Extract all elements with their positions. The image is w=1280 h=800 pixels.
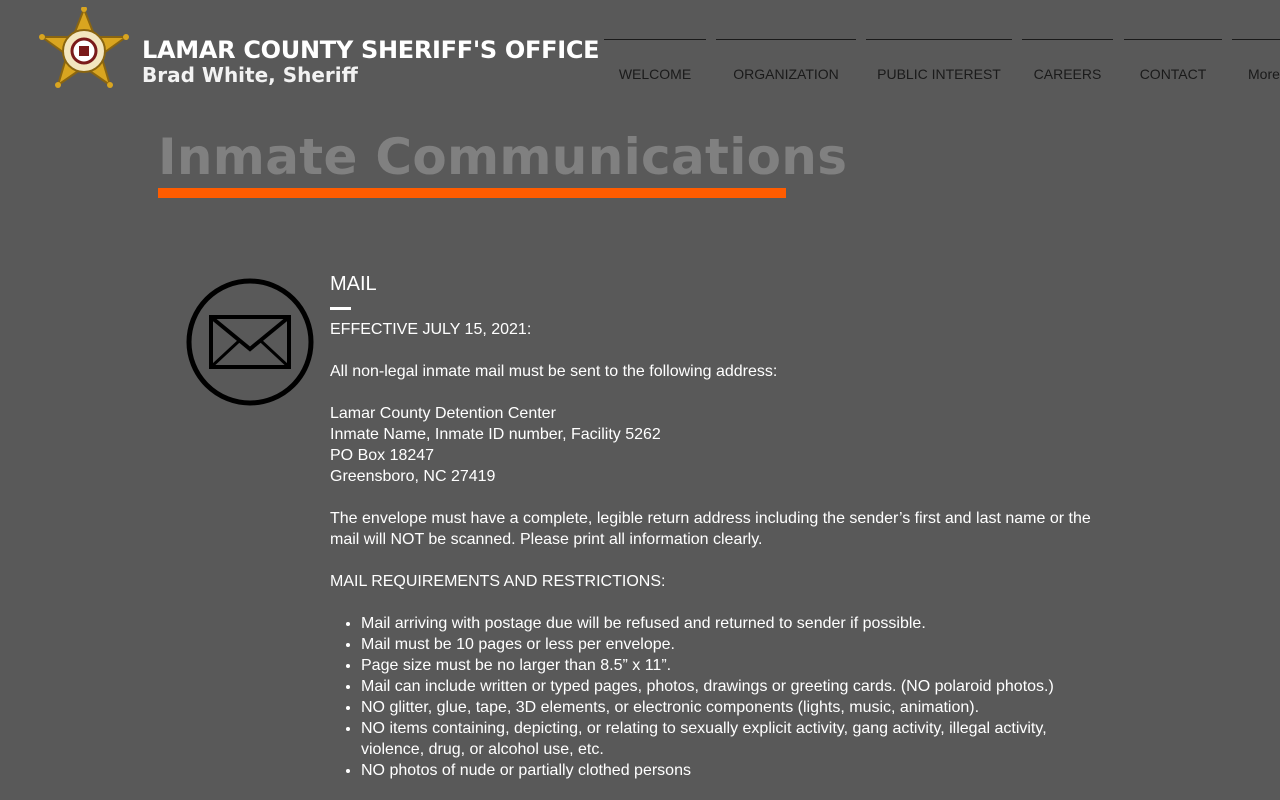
- site-title[interactable]: LAMAR COUNTY SHERIFF'S OFFICE: [142, 36, 600, 64]
- list-item: • Page size must be no larger than 8.5” x 11”.: [361, 655, 1110, 676]
- address-line: PO Box 18247: [330, 447, 435, 464]
- heading-underline: [158, 188, 786, 198]
- effective-date: EFFECTIVE JULY 15, 2021:: [330, 321, 532, 338]
- address-line: Lamar County Detention Center: [330, 405, 556, 422]
- nav-public-interest[interactable]: PUBLIC INTEREST: [866, 39, 1012, 88]
- list-item: • Mail must be 10 pages or less per envelope.: [361, 634, 1110, 655]
- list-item: • NO photos of nude or partially clothed persons: [361, 760, 1110, 781]
- nav-careers[interactable]: CAREERS: [1022, 39, 1113, 88]
- mail-section-title: MAIL: [330, 273, 377, 295]
- nav-welcome[interactable]: WELCOME: [604, 39, 706, 88]
- requirements-list: [330, 613, 1110, 781]
- mail-intro: All non-legal inmate mail must be sent to the following address:: [330, 363, 778, 380]
- sheriff-star-badge-icon: [36, 7, 132, 99]
- list-item: • NO items containing, depicting, or relating to sexually explicit activity, gang activity, illegal activity, violence, drug, or alcohol use, etc.: [361, 718, 1110, 760]
- address-line: Greensboro, NC 27419: [330, 468, 496, 485]
- list-item: • Mail can include written or typed pages, photos, drawings or greeting cards. (NO polaroid photos.): [361, 676, 1110, 697]
- section-divider: [330, 307, 351, 310]
- envelope-note: The envelope must have a complete, legible return address including the sender’s first and last name or the mail will NOT be scanned. Please print all information clearly.: [330, 510, 1091, 548]
- page-title: Inmate Communications: [158, 128, 848, 186]
- mail-content: [330, 319, 1110, 781]
- site-subtitle: Brad White, Sheriff: [142, 63, 358, 87]
- nav-more[interactable]: More: [1232, 39, 1280, 88]
- requirements-heading: MAIL REQUIREMENTS AND RESTRICTIONS:: [330, 573, 666, 590]
- list-item: • NO glitter, glue, tape, 3D elements, or electronic components (lights, music, animation).: [361, 697, 1110, 718]
- envelope-icon: [183, 275, 317, 409]
- list-item: • Mail arriving with postage due will be refused and returned to sender if possible.: [361, 613, 1110, 634]
- main-nav: [604, 39, 1280, 89]
- address-line: Inmate Name, Inmate ID number, Facility 5262: [330, 426, 661, 443]
- nav-organization[interactable]: ORGANIZATION: [716, 39, 856, 88]
- sheriff-badge-logo[interactable]: [36, 7, 132, 99]
- nav-contact[interactable]: CONTACT: [1124, 39, 1222, 88]
